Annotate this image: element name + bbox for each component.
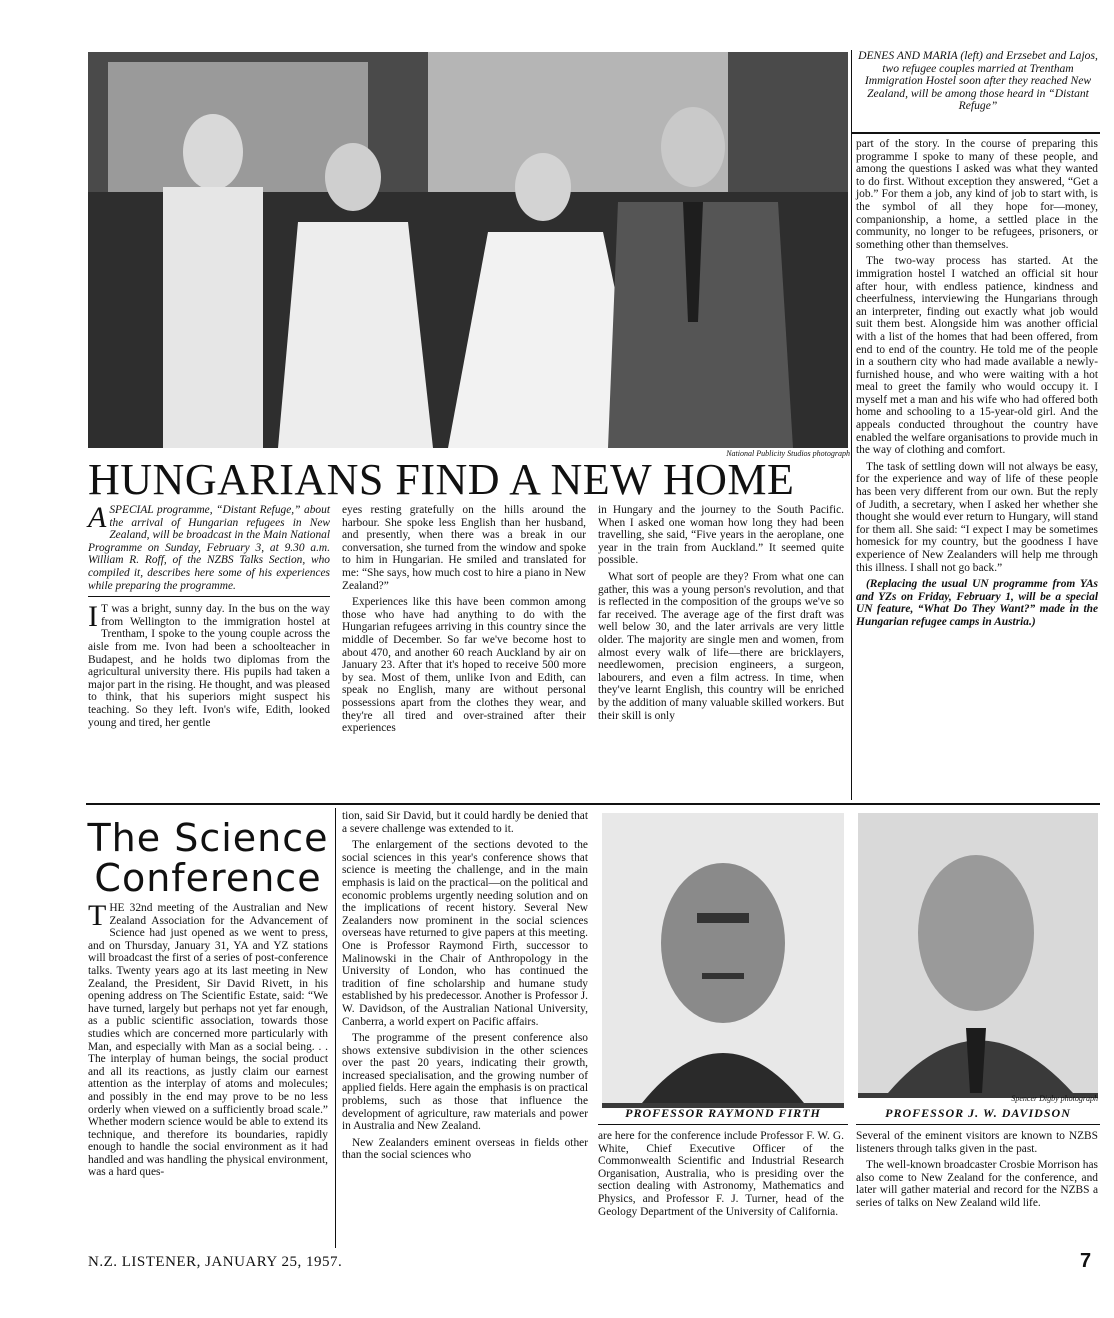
article2-col3-text: are here for the conference include Professor F. W. G. White, Chief Executive Officer of the Commonwealth Scientific and Industrial Research Organisation, Australia, who is presiding over the section dealing with Astronomy, Mathematics and Physics, and Professor F. J. Turner, head of the Geology Department of the University of California. [598,1130,844,1218]
davidson-caption-rule [856,1124,1100,1125]
davidson-portrait [858,813,1098,1098]
article2-col2-p1: tion, said Sir David, but it could hardly be denied that a severe challenge was extended to it. [342,810,588,835]
footer-masthead: N.Z. LISTENER, JANUARY 25, 1957. [88,1254,343,1270]
davidson-portrait-illustration [858,813,1098,1093]
refugee-couples-photo [88,52,848,448]
section-divider [86,803,1100,805]
article2-col2 [342,810,588,1166]
article1-col4-p3: The task of settling down will not always be easy, for the experience and way of life of these people has been very different from our own. But the reply of Judith, a secretary, when I asked her whether she thought she would ever return to Hungary, will stand for them all. She said: “I expect I may be sometimes homesick for my country, but the goodness I have experience of New Zealanders will help me through this illness. I shall not go back.” [856,460,1098,574]
article1-col4-p2: The two-way process has started. At the immigration hostel I watched an official sit hour after hour, with endless patience, kindness and cheerfulness, interviewing the Hungarians through an interpreter, finding out exactly what job would suit them best. Alongside him was another official with a list of the homes that had been offered, from end to end of the country. He told me of the people in a southern city who had made available a newly-furnished house, and who were waiting with a hot meal to greet the family who would occupy it. I myself met a man and his wife who had offered both home and schooling to a 15-year-old girl. And the appeals conducted throughout the country have enabled the welfare organisations to provide much in the way of clothing and comfort. [856,255,1098,457]
article2-col2-p4: New Zealanders eminent overseas in fields other than the social sciences who [342,1136,588,1162]
refugee-couples-illustration [88,52,848,448]
headline: HUNGARIANS FIND A NEW HOME [88,455,795,504]
article1-col3 [598,504,844,726]
article1-col4 [856,138,1098,633]
article1-col2-p2: Experiences like this have been common among those who have had anything to do with the Hungarian refugees arriving in this country since the middle of December. So far we've become host to about 470, and another 60 reach Auckland by air on January 23. After that it's hoped to receive 500 more by sea. Most of them, unlike Ivon and Edith, can speak no English, many are without personal possessions apart from the clothes they wear, and they're all tired and over-strained after their experiences [342,596,586,735]
science-title-line2: Conference [94,856,322,900]
article2-col3 [598,1130,844,1222]
article2-col1 [88,899,328,1183]
firth-portrait [602,813,844,1108]
firth-caption-rule [598,1124,848,1125]
article2-col1-text: HE 32nd meeting of the Australian and New Zealand Association for the Advancement of Science had just opened as we went to press, and on Thursday, January 31, YA and YZ stations will broadcast the first of a series of post-conference talks. Twenty years ago at its last meeting in New Zealand, the President, Sir David Rivett, in his opening address on The Scientific Estate, said: “We have turned, largely but perhaps not yet far enough, as a public scientific association, towards those studies which are concerned more particularly with Man, and especially with Man as a social being. . . The interplay of human beings, the social product and all its reactions, as justly claim our earnest attention as the interplay of atoms and molecules; and possibly in the end may prove to be no less orderly when viewed on a sufficiently broad scale.” Whether modern science would be able to extend its technique, and therefore its boundaries, rapidly enough to handle the social environment as it had handled and was handling the physical environment, was a hard ques- [88,902,328,1179]
col-rule [335,808,336,1248]
page-number: 7 [1080,1250,1092,1272]
article1-col4-p1: part of the story. In the course of preparing this programme I spoke to many of these people, and among the questions I asked was what they wanted to do first. Without exception they answered, “Get a job.” For them a job, any kind of job to start with, is the symbol of all they hope for—money, companionship, a home, a settled place in the community, no longer to be refugees, prisoners, or something other than themselves. [856,138,1098,251]
davidson-caption: PROFESSOR J. W. DAVIDSON [885,1106,1071,1120]
article1-col1 [88,501,330,733]
intro-rule [88,596,330,597]
photo-caption: DENES AND MARIA (left) and Erzsebet and Lajos, two refugee couples married at Trentham Immigration Hostel soon after they reached New Zealand, will be among those heard in “Distant Refuge” [858,49,1098,113]
davidson-credit: Spencer Digby photograph [1011,1094,1098,1103]
article1-col4-note: (Replacing the usual UN programme from YAs and YZs on Friday, February 1, will be a special UN feature, “What Do They Want?” made in the Hungarian refugee camps in Austria.) [856,578,1098,628]
science-title [84,818,332,898]
article2-col2-p2: The enlargement of the sections devoted to the social sciences in this year's conference shows that science is meeting the challenge, and in the main emphasis is laid on the practical—on the political and economic problems urgently needing solution and on the implications of recent history. Several New Zealanders now prominent in the social sciences overseas have returned to give papers at this meeting. One is Professor Raymond Firth, successor to Malinowski in the Chair of Anthropology in the University of London, who has continued the tradition of fine scholarship and humane study established by his predecessor. Another is Professor J. W. Davidson, of the Australian National University, Canberra, a world expert on Pacific affairs. [342,839,588,1028]
firth-portrait-illustration [602,813,844,1103]
intro-dropcap: A [88,501,107,534]
article1-col1-text: T was a bright, sunny day. In the bus on the way from Wellington to the immigration hostel at Trentham, I spoke to the young couple across the aisle from me. Ivon had been a schoolteacher in Budapest, and he holds two diplomas from the agricultural university there. His pupils had taken a major part in the rising. He thought, and was pleased to think, that his superiors might suspect his teaching. So they left. Ivon's wife, Edith, looked young and tired, her gentle [88,603,330,729]
article2-col4 [856,1130,1098,1214]
science-title-line1: The Science [87,816,329,860]
article1-col2-p1: eyes resting gratefully on the hills around the harbour. She spoke less English than her husband, and presently, when there was a break in our conversation, she turned from the window and spoke to him in Hungarian. He smiled and translated for me: “She says, how much cost to hire a piano in New Zealand?” [342,504,586,592]
firth-caption: PROFESSOR RAYMOND FIRTH [625,1106,821,1120]
article1-col2 [342,504,586,739]
caption-rule [852,132,1100,134]
article1-col3-p1: in Hungary and the journey to the South Pacific. When I asked one woman how long they had been travelling, she said, “Five years in the aeroplane, one year in the train from Auckland.” It seemed quite possible. [598,504,844,567]
col1-dropcap: I [88,600,98,634]
intro-text: SPECIAL programme, “Distant Refuge,” about the arrival of Hungarian refugees in New Zealand, will be broadcast in the Main National Programme on Sunday, February 3, at 9.30 a.m. William R. Roff, of the NZBS Talks Section, who compiled it, describes here some of his experiences while preparing the programme. [88,504,330,592]
col-rule [851,50,852,800]
article2-col4-p2: The well-known broadcaster Crosbie Morrison has also come to New Zealand for the conference, and later will gather material and record for the NZBS a series of talks on New Zealand wild life. [856,1159,1098,1209]
article2-col2-p3: The programme of the present conference also shows extensive subdivision in the other sciences over the past 20 years, indicating their growth, increased specialisation, and the growing number of applied fields. Here again the emphasis is on practical problems, such as those that influence the development of agriculture, raw materials and power in Australia and New Zealand. [342,1032,588,1133]
article2-dropcap: T [88,899,107,932]
article2-col4-p1: Several of the eminent visitors are known to NZBS listeners through talks given in the past. [856,1130,1098,1155]
article1-col3-p2: What sort of people are they? From what one can gather, this was a young person's revolution, and that is reflected in the composition of the groups we've so far received. The average age of the first draft was well below 30, and the later arrivals are very little older. The majority are single men and women, from almost every walk of life—there are bricklayers, needlewomen, precision engineers, a surgeon, labourers, and even a film actress. In time, when they've learnt English, this country will be enriched by the addition of many valuable skilled workers. But their skill is only [598,570,844,722]
photo-credit: National Publicity Studios photograph [726,449,850,458]
